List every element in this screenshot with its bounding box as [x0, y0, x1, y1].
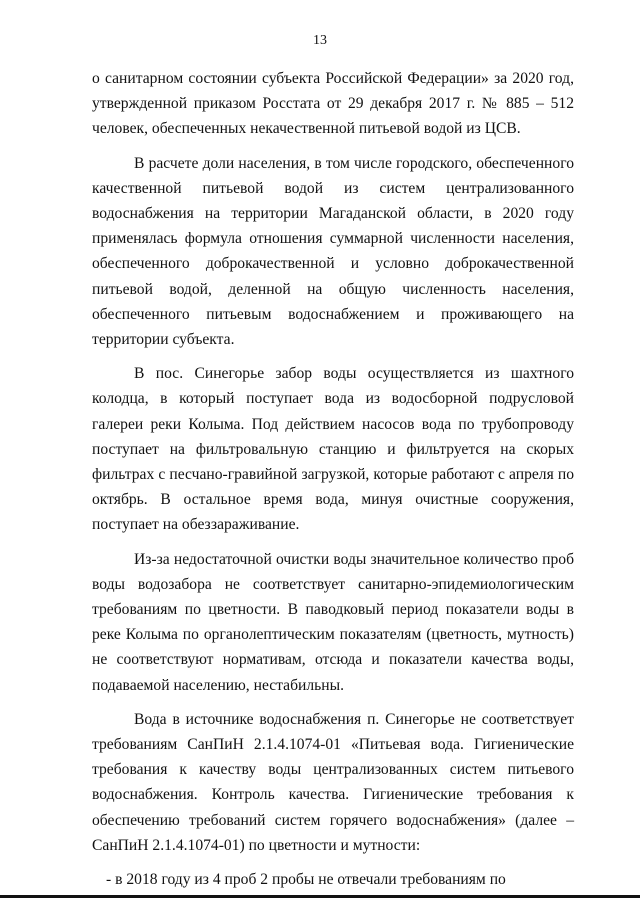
bottom-rule: [0, 895, 640, 898]
paragraph-calculation-method: В расчете доли населения, в том числе городского, обеспеченного качественной питьевой водой из систем централизованного водоснабжения на территории Магаданской области, в 2020 году применялась формула отношения суммарной численности населения, обеспеченного доброкачественной и условно доброкачественной питьевой водой, деленной на общую численность населения, обеспеченного питьевым водоснабжением и проживающего на территории субъекта.: [92, 154, 574, 349]
list-item: - в 2018 году из 4 проб 2 пробы не отвечали требованиям по: [106, 871, 506, 889]
paragraph-water-intake: В пос. Синегорье забор воды осуществляется из шахтного колодца, в который поступает вода из водосборной подрусловой галереи реки Колыма. Под действием насосов вода по трубопроводу поступает на фильтровальную станцию и фильтруется на скорых фильтрах с песчано-гравийной загрузкой, которые работают с апреля по октябрь. В остальное время вода, минуя очистные сооружения, поступает на обеззараживание.: [92, 365, 574, 534]
paragraph-insufficient-treatment: Из-за недостаточной очистки воды значительное количество проб воды водозабора не соответствует санитарно-эпидемиологическим требованиям по цветности. В паводковый период показатели воды в реке Колыма по органолептическим показателям (цветность, мутность) не соответствуют нормативам, отсюда и показатели качества воды, подаваемой населению, нестабильны.: [92, 550, 574, 694]
document-body: [92, 66, 574, 892]
paragraph-continuation: о санитарном состоянии субъекта Российской Федерации» за 2020 год, утвержденной приказом Росстата от 29 декабря 2017 г. № 885 – 512 человек, обеспеченных некачественной питьевой водой из ЦСВ.: [92, 70, 574, 138]
paragraph-sanpin-noncompliance: Вода в источнике водоснабжения п. Синегорье не соответствует требованиям СанПиН 2.1.4.1074-01 «Питьевая вода. Гигиенические требования к качеству воды централизованных систем питьевого водоснабжения. Контроль качества. Гигиенические требования к обеспечению требований систем горячего водоснабжения» (далее – СанПиН 2.1.4.1074-01) по цветности и мутности:: [92, 710, 574, 854]
page-number: 13: [313, 33, 327, 48]
